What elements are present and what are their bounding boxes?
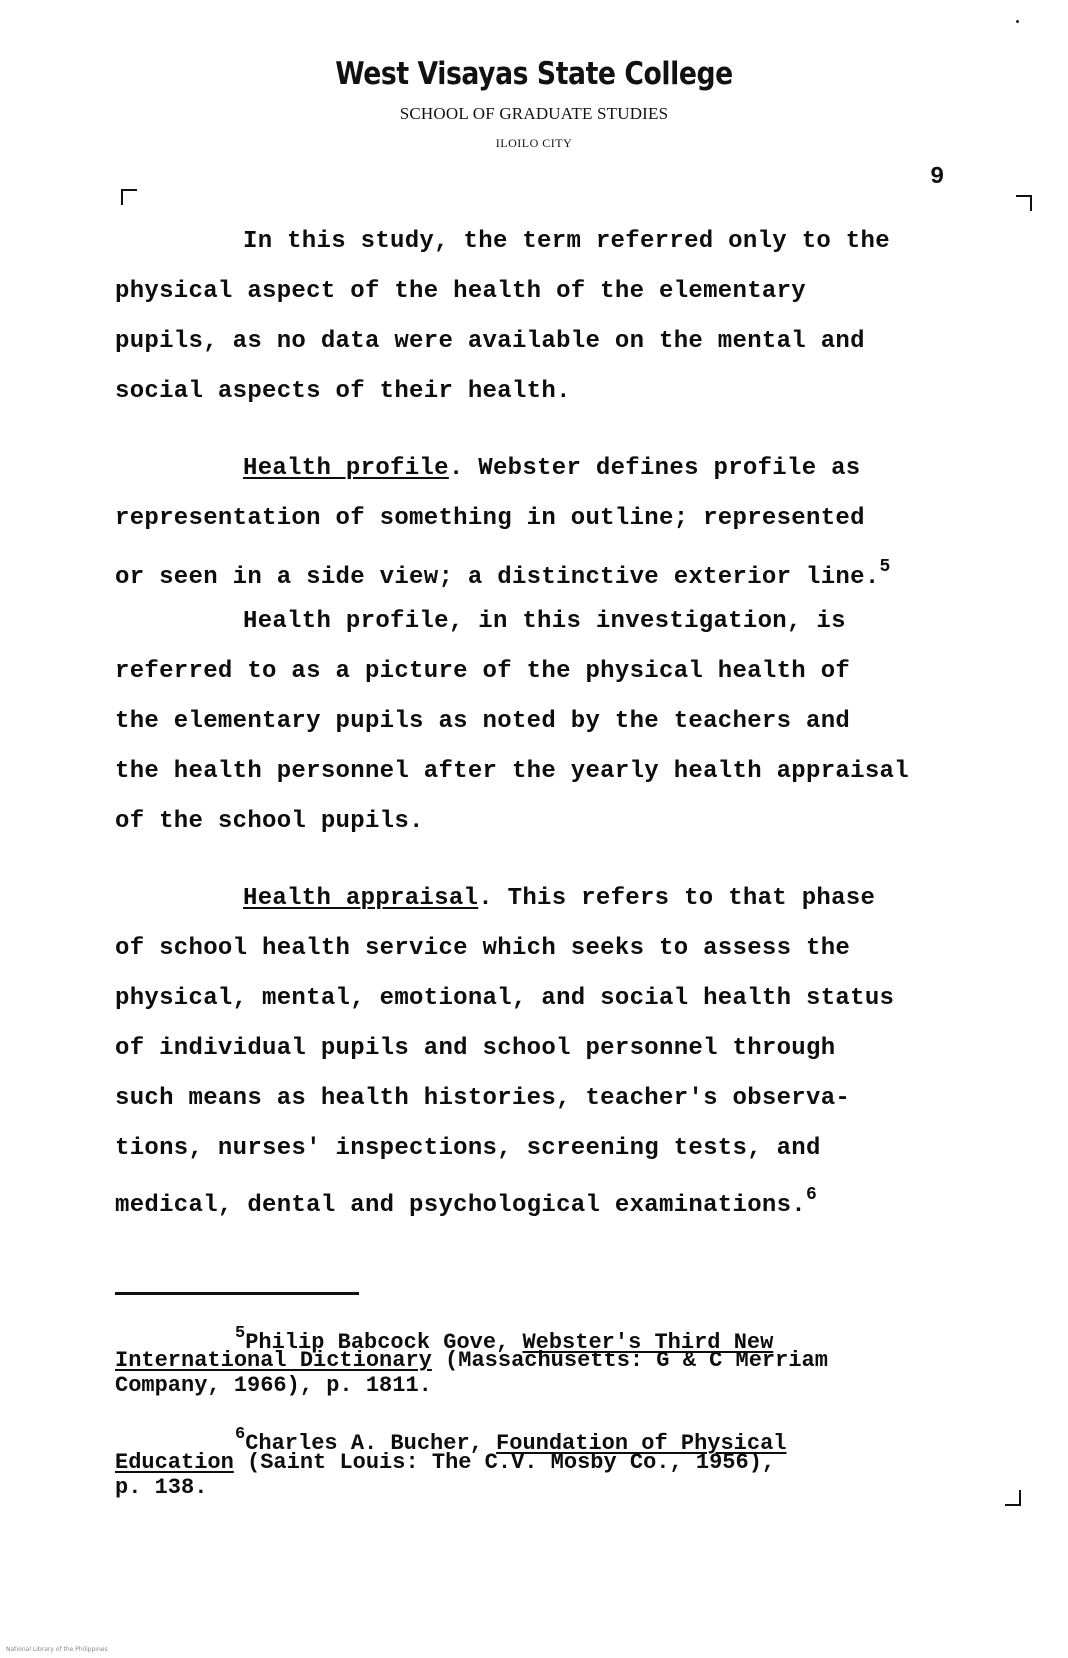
body-line (115, 557, 891, 591)
footnote-6-line: p. 138. (115, 1475, 208, 1500)
body-line: representation of something in outline; represented (115, 505, 865, 532)
footnote-title: International Dictionary (115, 1348, 432, 1373)
footnote-title: Education (115, 1450, 234, 1475)
footnote-title: Foundation of Physical (496, 1431, 787, 1456)
body-text: medical, dental and psychological examinations. (115, 1192, 807, 1219)
footnote-title: Webster's Third New (522, 1330, 774, 1355)
body-text: or seen in a side view; a distinctive exterior line. (115, 564, 880, 591)
footnote-ref-6: 6 (806, 1185, 818, 1205)
body-line (243, 455, 861, 482)
crop-mark-top-right (1016, 195, 1032, 211)
term-heading-health-appraisal: Health appraisal (243, 885, 479, 912)
letterhead-city: ILOILO CITY (495, 136, 573, 150)
body-line: the health personnel after the yearly health appraisal (115, 758, 909, 785)
body-line (243, 885, 875, 912)
crop-mark-bottom-right (1005, 1490, 1021, 1506)
footnote-separator (115, 1292, 359, 1295)
body-line: such means as health histories, teacher's observa- (115, 1085, 851, 1112)
body-line: referred to as a picture of the physical health of (115, 658, 851, 685)
footnote-6-line (115, 1450, 775, 1475)
body-line: tions, nurses' inspections, screening tests, and (115, 1135, 821, 1162)
scan-source-footer: National Library of the Philippines (6, 1646, 108, 1653)
footnote-text: (Massachusetts: G & C Merriam (431, 1348, 828, 1373)
body-text: . Webster defines profile as (448, 455, 861, 482)
body-line: social aspects of their health. (115, 378, 571, 405)
footnote-text: (Saint Louis: The C.V. Mosby Co., 1956), (233, 1450, 776, 1475)
letterhead-school: SCHOOL OF GRADUATE STUDIES (399, 104, 669, 123)
footnote-ref-5: 5 (879, 557, 891, 577)
body-line: the elementary pupils as noted by the teachers and (115, 708, 851, 735)
body-line: of the school pupils. (115, 808, 424, 835)
body-line: of individual pupils and school personnel through (115, 1035, 836, 1062)
body-text: . This refers to that phase (478, 885, 876, 912)
footnote-5-line: Company, 1966), p. 1811. (115, 1373, 432, 1398)
body-line: of school health service which seeks to assess the (115, 935, 851, 962)
footnote-number-6: 6 (235, 1425, 246, 1444)
body-line (115, 1185, 817, 1219)
page-number: 9 (930, 164, 945, 191)
letterhead-institution: West Visayas State College (335, 56, 733, 92)
crop-mark-top-left (121, 189, 137, 205)
footnote-number-5: 5 (235, 1324, 246, 1343)
body-line: physical aspect of the health of the elementary (115, 278, 807, 305)
body-line: pupils, as no data were available on the mental and (115, 328, 865, 355)
footnote-author: Charles A. Bucher, (245, 1431, 497, 1456)
body-line: Health profile, in this investigation, is (243, 608, 846, 635)
scan-speck (1016, 20, 1019, 23)
term-heading-health-profile: Health profile (243, 455, 449, 482)
footnote-5-line (115, 1348, 828, 1373)
footnote-author: Philip Babcock Gove, (245, 1330, 523, 1355)
body-line: physical, mental, emotional, and social health status (115, 985, 895, 1012)
body-line: In this study, the term referred only to the (243, 228, 890, 255)
